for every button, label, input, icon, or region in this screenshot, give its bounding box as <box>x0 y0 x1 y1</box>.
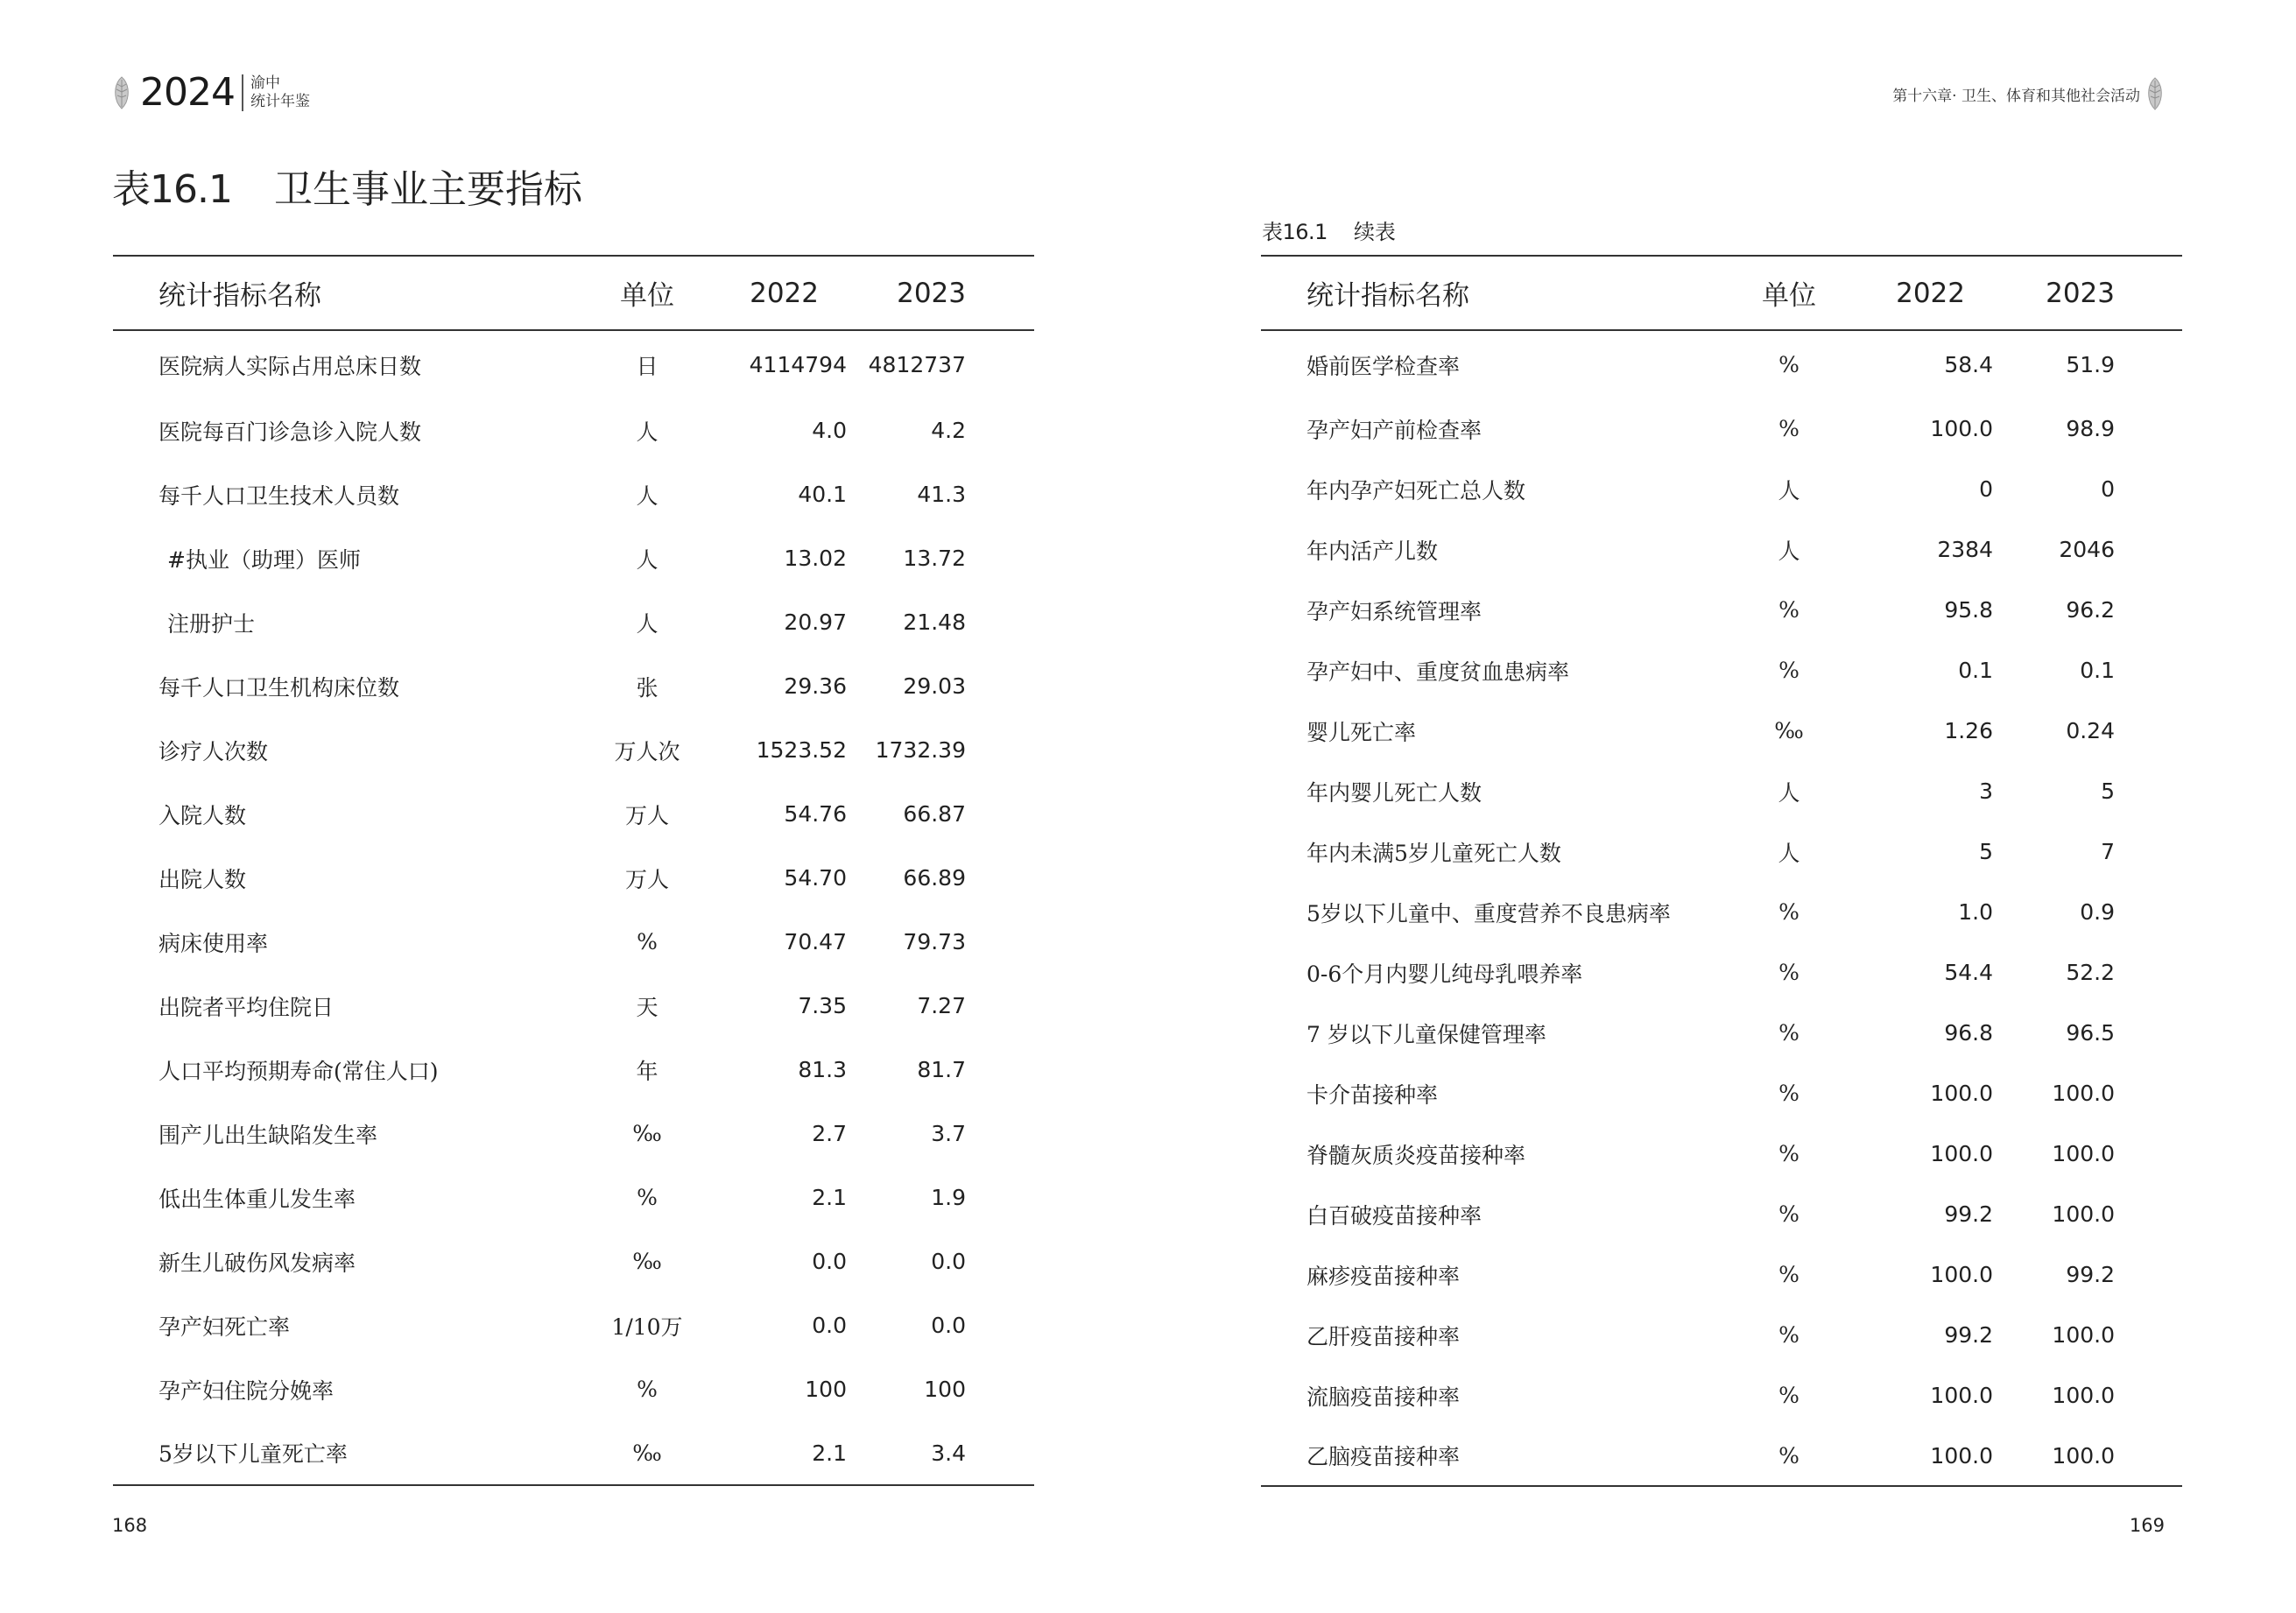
row-value-2022: 1.26 <box>1944 718 1993 743</box>
col-header-name: 统计指标名称 <box>1306 280 1469 312</box>
table-row <box>1261 1305 2182 1365</box>
col-header-name: 统计指标名称 <box>158 280 321 312</box>
table-row <box>113 1038 1034 1102</box>
table-row <box>1261 882 2182 942</box>
row-value-2023: 0 <box>2101 476 2115 502</box>
row-value-2022: 54.4 <box>1944 960 1993 985</box>
table-title-text: 卫生事业主要指标 <box>273 167 582 212</box>
row-unit: ‰ <box>586 1421 708 1485</box>
row-value-2023: 100.0 <box>2052 1081 2115 1106</box>
row-value-2023: 96.5 <box>2066 1020 2115 1046</box>
table-row <box>113 718 1034 782</box>
row-name: 年内活产儿数 <box>1306 538 1439 564</box>
row-unit: % <box>1778 597 1799 623</box>
row-name: 婴儿死亡率 <box>1306 719 1417 745</box>
table-row <box>1261 1426 2182 1486</box>
row-value-2022: 100 <box>805 1377 847 1402</box>
row-value-2023: 0.1 <box>2080 658 2115 683</box>
row-unit: 人 <box>1778 477 1800 504</box>
row-value-2022: 100.0 <box>1853 1426 2005 1486</box>
row-value-2022: 2.1 <box>708 1421 857 1485</box>
row-name: 出院者平均住院日 <box>158 994 335 1020</box>
table-row <box>1261 701 2182 761</box>
row-value-2022: 95.8 <box>1944 597 1993 623</box>
row-unit: % <box>637 1377 658 1402</box>
row-value-2022: 2.7 <box>812 1121 847 1146</box>
row-value-2023: 1.9 <box>931 1185 966 1210</box>
row-name: 医院病人实际占用总床日数 <box>158 353 422 379</box>
row-value-2023: 100 <box>924 1377 966 1402</box>
book-year: 2024 <box>140 70 235 115</box>
book-name <box>250 74 310 111</box>
row-name: 孕产妇系统管理率 <box>1306 598 1483 624</box>
row-name: 卡介苗接种率 <box>1306 1081 1439 1108</box>
row-unit: % <box>1778 1141 1799 1166</box>
table-row <box>113 1293 1034 1357</box>
row-name: 麻疹疫苗接种率 <box>1306 1263 1461 1289</box>
table-row <box>1261 761 2182 821</box>
row-unit: 万人 <box>624 802 669 828</box>
table-row <box>1261 821 2182 882</box>
table-title-number: 表16.1 <box>112 167 232 212</box>
row-value-2023: 3.7 <box>931 1121 966 1146</box>
row-value-2022: 54.76 <box>784 801 847 827</box>
row-name: 围产儿出生缺陷发生率 <box>158 1122 378 1148</box>
row-unit: ‰ <box>632 1249 662 1274</box>
col-header-unit: 单位 <box>1762 280 1816 312</box>
row-value-2023: 51.9 <box>2066 352 2115 377</box>
table-header-row <box>1261 256 2182 330</box>
row-value-2022: 4.0 <box>812 418 847 443</box>
table-row <box>113 590 1034 654</box>
row-unit: % <box>1725 1426 1853 1486</box>
row-value-2023: 4812737 <box>868 352 966 377</box>
row-value-2023: 100.0 <box>2052 1141 2115 1166</box>
row-value-2022: 100.0 <box>1930 1081 1993 1106</box>
table-row <box>113 782 1034 846</box>
table-row <box>113 1421 1034 1485</box>
table-row <box>113 398 1034 462</box>
row-value-2022: 58.4 <box>1944 352 1993 377</box>
table-row <box>1261 519 2182 580</box>
row-unit: % <box>1778 899 1799 925</box>
row-name: 婚前医学检查率 <box>1306 353 1461 379</box>
row-unit: 1/10万 <box>611 1314 683 1340</box>
row-value-2022: 0.0 <box>812 1249 847 1274</box>
row-unit: % <box>1778 1262 1799 1287</box>
row-unit: 万人 <box>624 866 669 892</box>
row-name: 年内孕产妇死亡总人数 <box>1306 477 1526 504</box>
col-header-2022: 2022 <box>750 277 819 309</box>
row-name: 流脑疫苗接种率 <box>1306 1384 1461 1410</box>
row-value-2022: 3 <box>1979 778 1993 804</box>
row-value-2022: 96.8 <box>1944 1020 1993 1046</box>
row-unit: % <box>637 929 658 954</box>
col-header-2023: 2023 <box>897 277 966 309</box>
table-row <box>1261 640 2182 701</box>
row-unit: 人 <box>1778 779 1800 806</box>
row-value-2023: 7.27 <box>917 993 966 1018</box>
book-header <box>112 70 310 115</box>
table-row <box>1261 1244 2182 1305</box>
row-value-2022: 4114794 <box>749 352 847 377</box>
table-row <box>113 462 1034 526</box>
row-unit: % <box>1778 1322 1799 1348</box>
row-unit: 天 <box>636 994 659 1020</box>
row-unit: % <box>637 1185 658 1210</box>
row-unit: 人 <box>1778 538 1800 564</box>
table-row <box>113 910 1034 974</box>
row-unit: 日 <box>636 353 659 379</box>
indicator-table-left <box>113 255 1034 1486</box>
row-name: 新生儿破伤风发病率 <box>158 1250 356 1276</box>
row-unit: % <box>1778 1081 1799 1106</box>
chapter-header <box>1892 77 2165 110</box>
row-value-2023: 81.7 <box>917 1057 966 1082</box>
row-value-2023: 79.73 <box>903 929 966 954</box>
row-value-2022: 100.0 <box>1930 416 1993 441</box>
table-title <box>112 158 582 214</box>
row-unit: ‰ <box>1774 718 1804 743</box>
row-value-2023: 5 <box>2101 778 2115 804</box>
row-value-2022: 7.35 <box>798 993 847 1018</box>
row-value-2023: 41.3 <box>917 482 966 507</box>
row-name: 医院每百门诊急诊入院人数 <box>158 419 422 445</box>
row-unit: % <box>1778 352 1799 377</box>
row-name: 人口平均预期寿命(常住人口) <box>158 1058 439 1084</box>
row-value-2022: 100.0 <box>1930 1262 1993 1287</box>
table-row <box>1261 459 2182 519</box>
row-value-2022: 0.0 <box>812 1313 847 1338</box>
row-name: 年内婴儿死亡人数 <box>1306 779 1483 806</box>
row-value-2022: 13.02 <box>784 546 847 571</box>
book-name-line1: 渝中 <box>250 74 280 92</box>
row-value-2023: 21.48 <box>903 609 966 635</box>
table-row <box>1261 1184 2182 1244</box>
row-value-2023: 100.0 <box>2052 1201 2115 1227</box>
col-header-2022: 2022 <box>1896 277 1965 309</box>
row-value-2023: 98.9 <box>2066 416 2115 441</box>
row-value-2022: 0.1 <box>1958 658 1993 683</box>
table-row <box>113 1166 1034 1229</box>
table-row <box>1261 398 2182 459</box>
page-number-left: 168 <box>112 1515 148 1536</box>
row-value-2023: 0.9 <box>2080 899 2115 925</box>
table-row <box>113 1229 1034 1293</box>
header-divider <box>242 74 243 111</box>
row-value-2022: 1523.52 <box>756 737 847 763</box>
row-value-2022: 100.0 <box>1930 1141 1993 1166</box>
row-value-2023: 96.2 <box>2066 597 2115 623</box>
continued-title-text: 续表 <box>1353 220 1396 244</box>
table-row <box>113 1357 1034 1421</box>
row-name: 注册护士 <box>167 610 256 637</box>
row-value-2023: 100.0 <box>2005 1426 2182 1486</box>
row-name: 每千人口卫生技术人员数 <box>158 482 400 509</box>
table-row <box>1261 1365 2182 1426</box>
col-header-2023: 2023 <box>2046 277 2115 309</box>
row-value-2023: 100.0 <box>2052 1383 2115 1408</box>
row-value-2022: 99.2 <box>1944 1322 1993 1348</box>
leaf-logo-icon <box>112 76 131 109</box>
row-unit: 张 <box>636 674 659 701</box>
row-unit: % <box>1778 1201 1799 1227</box>
page-number-right: 169 <box>2129 1515 2165 1536</box>
row-value-2022: 99.2 <box>1944 1201 1993 1227</box>
row-name: 每千人口卫生机构床位数 <box>158 674 400 701</box>
row-value-2023: 100.0 <box>2052 1322 2115 1348</box>
row-value-2023: 66.87 <box>903 801 966 827</box>
row-unit: 人 <box>636 546 659 573</box>
row-name: 孕产妇中、重度贫血患病率 <box>1306 659 1570 685</box>
row-value-2023: 3.4 <box>857 1421 1034 1485</box>
row-value-2023: 2046 <box>2059 537 2115 562</box>
table-row <box>113 974 1034 1038</box>
table-row <box>1261 942 2182 1003</box>
row-value-2022: 70.47 <box>784 929 847 954</box>
row-name: 出院人数 <box>158 866 247 892</box>
row-value-2023: 0.0 <box>931 1249 966 1274</box>
row-value-2022: 29.36 <box>784 673 847 699</box>
table-row <box>113 846 1034 910</box>
row-value-2022: 5 <box>1979 839 1993 864</box>
row-unit: % <box>1778 658 1799 683</box>
row-value-2022: 2384 <box>1937 537 1993 562</box>
book-name-line2: 统计年鉴 <box>250 92 310 110</box>
table-row <box>1261 1003 2182 1063</box>
row-value-2023: 1732.39 <box>875 737 966 763</box>
continued-title-number: 表16.1 <box>1262 220 1328 244</box>
row-value-2023: 13.72 <box>903 546 966 571</box>
table-row <box>1261 1063 2182 1123</box>
row-unit: ‰ <box>632 1121 662 1146</box>
table-row <box>113 654 1034 718</box>
chapter-title: 第十六章· 卫生、体育和其他社会活动 <box>1892 87 2140 105</box>
row-name: 孕产妇产前检查率 <box>1306 417 1483 443</box>
row-name: 5岁以下儿童中、重度营养不良患病率 <box>1306 900 1671 926</box>
row-value-2022: 54.70 <box>784 865 847 891</box>
row-value-2023: 52.2 <box>2066 960 2115 985</box>
row-name: 入院人数 <box>158 802 247 828</box>
table-row <box>1261 1123 2182 1184</box>
row-value-2022: 100.0 <box>1930 1383 1993 1408</box>
row-value-2022: 0 <box>1979 476 1993 502</box>
row-name: 年内未满5岁儿童死亡人数 <box>1306 840 1561 866</box>
row-value-2022: 1.0 <box>1958 899 1993 925</box>
row-unit: % <box>1778 1383 1799 1408</box>
table-row <box>113 1102 1034 1166</box>
row-unit: 人 <box>1778 840 1800 866</box>
leaf-logo-icon <box>2145 77 2165 110</box>
row-name: 乙脑疫苗接种率 <box>1261 1426 1725 1486</box>
table-row <box>1261 330 2182 398</box>
table-row <box>113 526 1034 590</box>
row-value-2022: 20.97 <box>784 609 847 635</box>
row-value-2023: 0.24 <box>2066 718 2115 743</box>
row-value-2022: 81.3 <box>798 1057 847 1082</box>
row-name: 低出生体重儿发生率 <box>158 1186 356 1212</box>
row-unit: % <box>1778 416 1799 441</box>
row-unit: 人 <box>636 610 659 637</box>
row-unit: % <box>1778 1020 1799 1046</box>
row-value-2023: 99.2 <box>2066 1262 2115 1287</box>
row-name: 白百破疫苗接种率 <box>1306 1202 1483 1229</box>
row-name: 7 岁以下儿童保健管理率 <box>1306 1021 1546 1047</box>
row-value-2023: 7 <box>2101 839 2115 864</box>
row-name: 乙肝疫苗接种率 <box>1306 1323 1461 1349</box>
row-value-2023: 0.0 <box>931 1313 966 1338</box>
table-header-row <box>113 256 1034 330</box>
row-unit: 万人次 <box>614 738 680 764</box>
row-unit: 人 <box>636 482 659 509</box>
row-name: 0-6个月内婴儿纯母乳喂养率 <box>1306 961 1583 987</box>
table-row <box>113 330 1034 398</box>
row-name: 脊髓灰质炎疫苗接种率 <box>1306 1142 1526 1168</box>
row-name: 孕产妇住院分娩率 <box>158 1377 335 1404</box>
row-value-2023: 4.2 <box>931 418 966 443</box>
row-value-2022: 2.1 <box>812 1185 847 1210</box>
col-header-unit: 单位 <box>620 280 674 312</box>
row-unit: % <box>1778 960 1799 985</box>
row-unit: 人 <box>636 419 659 445</box>
row-value-2023: 29.03 <box>903 673 966 699</box>
row-name: 诊疗人次数 <box>158 738 269 764</box>
row-value-2023: 66.89 <box>903 865 966 891</box>
indicator-table-right <box>1261 255 2182 1487</box>
row-name: 病床使用率 <box>158 930 269 956</box>
table-row <box>1261 580 2182 640</box>
continued-table-title <box>1262 215 1396 245</box>
row-unit: 年 <box>636 1058 659 1084</box>
row-name: 5岁以下儿童死亡率 <box>113 1421 586 1485</box>
row-name: #执业（助理）医师 <box>167 546 361 573</box>
row-value-2022: 40.1 <box>798 482 847 507</box>
row-name: 孕产妇死亡率 <box>158 1314 291 1340</box>
